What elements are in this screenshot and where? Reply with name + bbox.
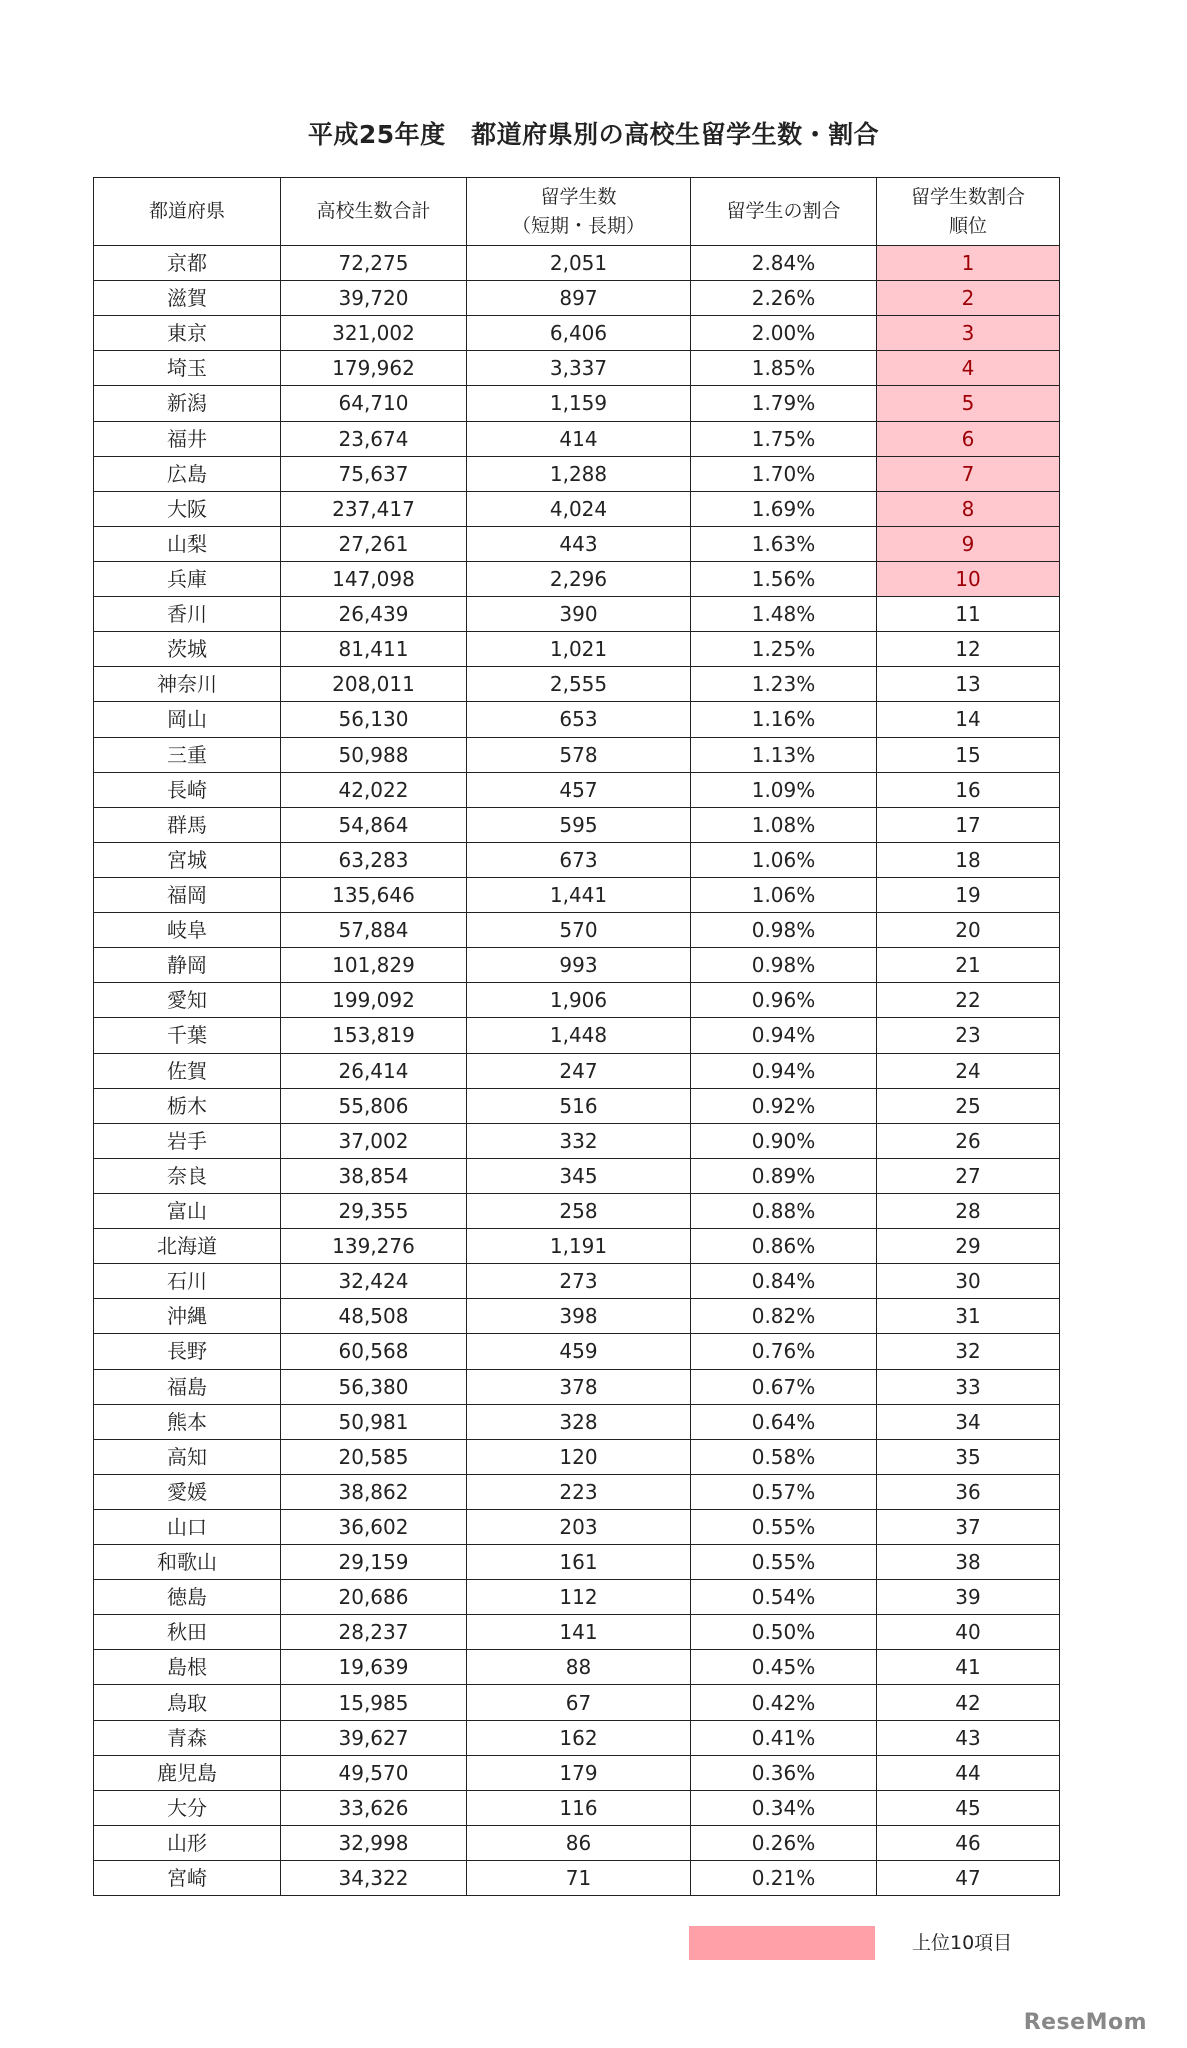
cell-total: 23,674 — [281, 421, 467, 456]
cell-prefecture: 新潟 — [94, 386, 281, 421]
cell-ratio: 0.86% — [691, 1229, 877, 1264]
cell-students: 2,555 — [467, 667, 691, 702]
table-row — [94, 667, 1060, 702]
cell-rank: 31 — [877, 1299, 1060, 1334]
cell-ratio: 1.85% — [691, 351, 877, 386]
header-rank — [877, 178, 1060, 246]
cell-students: 332 — [467, 1123, 691, 1158]
cell-rank: 16 — [877, 772, 1060, 807]
cell-total: 153,819 — [281, 1018, 467, 1053]
cell-prefecture: 福岡 — [94, 877, 281, 912]
cell-students: 120 — [467, 1439, 691, 1474]
cell-prefecture: 鹿児島 — [94, 1755, 281, 1790]
cell-prefecture: 沖縄 — [94, 1299, 281, 1334]
cell-total: 39,720 — [281, 281, 467, 316]
cell-ratio: 0.50% — [691, 1615, 877, 1650]
cell-ratio: 1.06% — [691, 842, 877, 877]
cell-total: 50,981 — [281, 1404, 467, 1439]
table-row — [94, 1018, 1060, 1053]
cell-ratio: 1.63% — [691, 526, 877, 561]
cell-rank: 29 — [877, 1229, 1060, 1264]
cell-total: 29,355 — [281, 1193, 467, 1228]
cell-prefecture: 山口 — [94, 1509, 281, 1544]
cell-prefecture: 茨城 — [94, 632, 281, 667]
table-row — [94, 772, 1060, 807]
cell-ratio: 0.88% — [691, 1193, 877, 1228]
cell-total: 237,417 — [281, 491, 467, 526]
cell-prefecture: 長崎 — [94, 772, 281, 807]
cell-rank: 42 — [877, 1685, 1060, 1720]
cell-prefecture: 岐阜 — [94, 913, 281, 948]
table-row — [94, 913, 1060, 948]
cell-total: 208,011 — [281, 667, 467, 702]
cell-prefecture: 佐賀 — [94, 1053, 281, 1088]
cell-ratio: 0.26% — [691, 1825, 877, 1860]
cell-ratio: 1.48% — [691, 597, 877, 632]
cell-prefecture: 熊本 — [94, 1404, 281, 1439]
cell-ratio: 1.75% — [691, 421, 877, 456]
cell-ratio: 1.06% — [691, 877, 877, 912]
header-students — [467, 178, 691, 246]
cell-total: 27,261 — [281, 526, 467, 561]
table-row — [94, 702, 1060, 737]
table-row — [94, 526, 1060, 561]
cell-rank: 30 — [877, 1264, 1060, 1299]
cell-prefecture: 石川 — [94, 1264, 281, 1299]
cell-students: 653 — [467, 702, 691, 737]
cell-rank: 25 — [877, 1088, 1060, 1123]
table-row — [94, 1509, 1060, 1544]
cell-prefecture: 京都 — [94, 246, 281, 281]
cell-students: 897 — [467, 281, 691, 316]
table-row — [94, 1053, 1060, 1088]
cell-ratio: 2.84% — [691, 246, 877, 281]
cell-ratio: 1.69% — [691, 491, 877, 526]
table-row — [94, 1545, 1060, 1580]
cell-ratio: 0.42% — [691, 1685, 877, 1720]
cell-ratio: 1.13% — [691, 737, 877, 772]
cell-ratio: 0.41% — [691, 1720, 877, 1755]
cell-students: 3,337 — [467, 351, 691, 386]
cell-students: 162 — [467, 1720, 691, 1755]
cell-prefecture: 徳島 — [94, 1580, 281, 1615]
header-total: 高校生数合計 — [281, 178, 467, 246]
cell-prefecture: 北海道 — [94, 1229, 281, 1264]
cell-rank: 33 — [877, 1369, 1060, 1404]
cell-rank: 4 — [877, 351, 1060, 386]
cell-rank: 2 — [877, 281, 1060, 316]
cell-rank: 10 — [877, 561, 1060, 596]
cell-students: 247 — [467, 1053, 691, 1088]
cell-total: 39,627 — [281, 1720, 467, 1755]
legend-swatch — [689, 1926, 875, 1960]
cell-total: 75,637 — [281, 456, 467, 491]
table-row — [94, 1299, 1060, 1334]
cell-students: 203 — [467, 1509, 691, 1544]
cell-total: 101,829 — [281, 948, 467, 983]
cell-prefecture: 千葉 — [94, 1018, 281, 1053]
cell-rank: 5 — [877, 386, 1060, 421]
cell-total: 42,022 — [281, 772, 467, 807]
table-row — [94, 561, 1060, 596]
cell-students: 273 — [467, 1264, 691, 1299]
cell-total: 63,283 — [281, 842, 467, 877]
cell-prefecture: 神奈川 — [94, 667, 281, 702]
table-row — [94, 842, 1060, 877]
cell-prefecture: 東京 — [94, 316, 281, 351]
cell-rank: 23 — [877, 1018, 1060, 1053]
cell-total: 199,092 — [281, 983, 467, 1018]
cell-prefecture: 群馬 — [94, 807, 281, 842]
cell-students: 398 — [467, 1299, 691, 1334]
cell-ratio: 0.67% — [691, 1369, 877, 1404]
cell-rank: 17 — [877, 807, 1060, 842]
cell-ratio: 0.57% — [691, 1474, 877, 1509]
cell-students: 67 — [467, 1685, 691, 1720]
cell-ratio: 0.89% — [691, 1158, 877, 1193]
cell-prefecture: 奈良 — [94, 1158, 281, 1193]
cell-prefecture: 長野 — [94, 1334, 281, 1369]
cell-ratio: 0.55% — [691, 1509, 877, 1544]
cell-ratio: 0.45% — [691, 1650, 877, 1685]
cell-prefecture: 愛知 — [94, 983, 281, 1018]
cell-students: 223 — [467, 1474, 691, 1509]
table-row — [94, 1439, 1060, 1474]
cell-ratio: 0.34% — [691, 1790, 877, 1825]
cell-prefecture: 和歌山 — [94, 1545, 281, 1580]
cell-rank: 13 — [877, 667, 1060, 702]
cell-rank: 35 — [877, 1439, 1060, 1474]
cell-total: 33,626 — [281, 1790, 467, 1825]
cell-students: 179 — [467, 1755, 691, 1790]
cell-prefecture: 香川 — [94, 597, 281, 632]
cell-students: 673 — [467, 842, 691, 877]
cell-prefecture: 大阪 — [94, 491, 281, 526]
cell-students: 4,024 — [467, 491, 691, 526]
cell-students: 86 — [467, 1825, 691, 1860]
cell-total: 26,414 — [281, 1053, 467, 1088]
cell-rank: 24 — [877, 1053, 1060, 1088]
cell-students: 1,288 — [467, 456, 691, 491]
cell-rank: 45 — [877, 1790, 1060, 1825]
cell-total: 55,806 — [281, 1088, 467, 1123]
cell-total: 38,862 — [281, 1474, 467, 1509]
cell-total: 54,864 — [281, 807, 467, 842]
cell-rank: 32 — [877, 1334, 1060, 1369]
page-title: 平成25年度 都道府県別の高校生留学生数・割合 — [307, 120, 880, 149]
cell-rank: 44 — [877, 1755, 1060, 1790]
cell-total: 135,646 — [281, 877, 467, 912]
cell-students: 1,441 — [467, 877, 691, 912]
cell-total: 50,988 — [281, 737, 467, 772]
table-row — [94, 456, 1060, 491]
cell-total: 49,570 — [281, 1755, 467, 1790]
cell-total: 26,439 — [281, 597, 467, 632]
cell-students: 6,406 — [467, 316, 691, 351]
cell-students: 457 — [467, 772, 691, 807]
table-row — [94, 351, 1060, 386]
cell-students: 1,021 — [467, 632, 691, 667]
cell-total: 32,998 — [281, 1825, 467, 1860]
table-header — [94, 178, 1060, 246]
cell-rank: 37 — [877, 1509, 1060, 1544]
cell-total: 179,962 — [281, 351, 467, 386]
table-row — [94, 1615, 1060, 1650]
cell-rank: 41 — [877, 1650, 1060, 1685]
legend-label: 上位10項目 — [912, 1932, 1013, 1954]
table-row — [94, 316, 1060, 351]
cell-prefecture: 山梨 — [94, 526, 281, 561]
cell-rank: 6 — [877, 421, 1060, 456]
cell-rank: 36 — [877, 1474, 1060, 1509]
cell-students: 459 — [467, 1334, 691, 1369]
cell-total: 72,275 — [281, 246, 467, 281]
cell-total: 28,237 — [281, 1615, 467, 1650]
cell-students: 443 — [467, 526, 691, 561]
table-row — [94, 1229, 1060, 1264]
cell-ratio: 0.90% — [691, 1123, 877, 1158]
table-row — [94, 1650, 1060, 1685]
cell-students: 328 — [467, 1404, 691, 1439]
cell-students: 570 — [467, 913, 691, 948]
cell-prefecture: 島根 — [94, 1650, 281, 1685]
cell-prefecture: 宮城 — [94, 842, 281, 877]
cell-total: 48,508 — [281, 1299, 467, 1334]
cell-rank: 20 — [877, 913, 1060, 948]
cell-students: 1,906 — [467, 983, 691, 1018]
cell-ratio: 1.25% — [691, 632, 877, 667]
cell-ratio: 1.09% — [691, 772, 877, 807]
cell-rank: 1 — [877, 246, 1060, 281]
header-rank-line2: 順位 — [948, 214, 987, 237]
cell-rank: 12 — [877, 632, 1060, 667]
cell-ratio: 2.26% — [691, 281, 877, 316]
cell-prefecture: 広島 — [94, 456, 281, 491]
cell-students: 112 — [467, 1580, 691, 1615]
cell-prefecture: 福井 — [94, 421, 281, 456]
cell-rank: 43 — [877, 1720, 1060, 1755]
cell-prefecture: 栃木 — [94, 1088, 281, 1123]
table-row — [94, 421, 1060, 456]
cell-ratio: 0.58% — [691, 1439, 877, 1474]
cell-rank: 22 — [877, 983, 1060, 1018]
cell-rank: 8 — [877, 491, 1060, 526]
cell-rank: 34 — [877, 1404, 1060, 1439]
table-row — [94, 1790, 1060, 1825]
cell-total: 37,002 — [281, 1123, 467, 1158]
cell-total: 147,098 — [281, 561, 467, 596]
cell-ratio: 0.55% — [691, 1545, 877, 1580]
table-row — [94, 737, 1060, 772]
cell-rank: 46 — [877, 1825, 1060, 1860]
cell-students: 88 — [467, 1650, 691, 1685]
cell-ratio: 1.79% — [691, 386, 877, 421]
cell-rank: 26 — [877, 1123, 1060, 1158]
cell-total: 29,159 — [281, 1545, 467, 1580]
cell-prefecture: 愛媛 — [94, 1474, 281, 1509]
cell-total: 20,686 — [281, 1580, 467, 1615]
cell-total: 64,710 — [281, 386, 467, 421]
cell-rank: 11 — [877, 597, 1060, 632]
cell-ratio: 0.36% — [691, 1755, 877, 1790]
table-row — [94, 1123, 1060, 1158]
table-row — [94, 1474, 1060, 1509]
prefecture-table — [93, 177, 1060, 1896]
cell-rank: 28 — [877, 1193, 1060, 1228]
table-row — [94, 1264, 1060, 1299]
header-rank-line1: 留学生数割合 — [910, 185, 1025, 208]
cell-rank: 38 — [877, 1545, 1060, 1580]
cell-total: 56,130 — [281, 702, 467, 737]
cell-prefecture: 三重 — [94, 737, 281, 772]
cell-ratio: 1.23% — [691, 667, 877, 702]
cell-total: 20,585 — [281, 1439, 467, 1474]
table-row — [94, 1369, 1060, 1404]
cell-rank: 27 — [877, 1158, 1060, 1193]
cell-prefecture: 秋田 — [94, 1615, 281, 1650]
table-row — [94, 948, 1060, 983]
cell-total: 321,002 — [281, 316, 467, 351]
cell-prefecture: 岩手 — [94, 1123, 281, 1158]
cell-prefecture: 鳥取 — [94, 1685, 281, 1720]
table-row — [94, 1580, 1060, 1615]
resemom-logo: ReseMom — [1023, 2010, 1147, 2035]
cell-prefecture: 高知 — [94, 1439, 281, 1474]
cell-ratio: 0.94% — [691, 1053, 877, 1088]
cell-prefecture: 静岡 — [94, 948, 281, 983]
cell-students: 378 — [467, 1369, 691, 1404]
table-row — [94, 1685, 1060, 1720]
cell-prefecture: 兵庫 — [94, 561, 281, 596]
header-students-line2: （短期・長期） — [511, 214, 645, 237]
cell-ratio: 0.96% — [691, 983, 877, 1018]
cell-rank: 18 — [877, 842, 1060, 877]
table-row — [94, 1193, 1060, 1228]
cell-students: 390 — [467, 597, 691, 632]
cell-prefecture: 青森 — [94, 1720, 281, 1755]
cell-total: 81,411 — [281, 632, 467, 667]
table-row — [94, 1861, 1060, 1896]
cell-total: 38,854 — [281, 1158, 467, 1193]
cell-ratio: 0.76% — [691, 1334, 877, 1369]
cell-students: 2,296 — [467, 561, 691, 596]
table-row — [94, 1334, 1060, 1369]
cell-students: 1,448 — [467, 1018, 691, 1053]
cell-total: 60,568 — [281, 1334, 467, 1369]
cell-rank: 7 — [877, 456, 1060, 491]
cell-ratio: 0.94% — [691, 1018, 877, 1053]
cell-prefecture: 宮崎 — [94, 1861, 281, 1896]
cell-prefecture: 岡山 — [94, 702, 281, 737]
cell-students: 116 — [467, 1790, 691, 1825]
table-row — [94, 1720, 1060, 1755]
cell-students: 993 — [467, 948, 691, 983]
header-row — [94, 178, 1060, 246]
cell-total: 34,322 — [281, 1861, 467, 1896]
cell-rank: 40 — [877, 1615, 1060, 1650]
cell-total: 56,380 — [281, 1369, 467, 1404]
cell-ratio: 1.70% — [691, 456, 877, 491]
table-row — [94, 1755, 1060, 1790]
table-row — [94, 597, 1060, 632]
cell-ratio: 2.00% — [691, 316, 877, 351]
cell-ratio: 0.92% — [691, 1088, 877, 1123]
cell-ratio: 0.21% — [691, 1861, 877, 1896]
table-row — [94, 281, 1060, 316]
cell-ratio: 0.84% — [691, 1264, 877, 1299]
cell-ratio: 0.54% — [691, 1580, 877, 1615]
cell-prefecture: 大分 — [94, 1790, 281, 1825]
table-row — [94, 246, 1060, 281]
cell-ratio: 1.16% — [691, 702, 877, 737]
cell-rank: 19 — [877, 877, 1060, 912]
cell-students: 516 — [467, 1088, 691, 1123]
table-body — [94, 246, 1060, 1896]
cell-prefecture: 福島 — [94, 1369, 281, 1404]
cell-students: 258 — [467, 1193, 691, 1228]
table-row — [94, 807, 1060, 842]
cell-students: 141 — [467, 1615, 691, 1650]
table-row — [94, 983, 1060, 1018]
cell-rank: 14 — [877, 702, 1060, 737]
table-row — [94, 1404, 1060, 1439]
cell-students: 2,051 — [467, 246, 691, 281]
cell-total: 57,884 — [281, 913, 467, 948]
cell-prefecture: 埼玉 — [94, 351, 281, 386]
cell-rank: 9 — [877, 526, 1060, 561]
cell-rank: 15 — [877, 737, 1060, 772]
table-row — [94, 1825, 1060, 1860]
cell-students: 1,159 — [467, 386, 691, 421]
cell-ratio: 0.82% — [691, 1299, 877, 1334]
table-row — [94, 491, 1060, 526]
table-row — [94, 877, 1060, 912]
cell-students: 1,191 — [467, 1229, 691, 1264]
cell-ratio: 1.08% — [691, 807, 877, 842]
cell-prefecture: 滋賀 — [94, 281, 281, 316]
cell-total: 32,424 — [281, 1264, 467, 1299]
cell-rank: 3 — [877, 316, 1060, 351]
cell-ratio: 0.98% — [691, 948, 877, 983]
table-row — [94, 1088, 1060, 1123]
table-row — [94, 632, 1060, 667]
cell-prefecture: 山形 — [94, 1825, 281, 1860]
cell-ratio: 0.98% — [691, 913, 877, 948]
cell-students: 414 — [467, 421, 691, 456]
table-row — [94, 1158, 1060, 1193]
cell-total: 15,985 — [281, 1685, 467, 1720]
cell-students: 71 — [467, 1861, 691, 1896]
header-ratio: 留学生の割合 — [691, 178, 877, 246]
cell-students: 578 — [467, 737, 691, 772]
cell-rank: 21 — [877, 948, 1060, 983]
cell-total: 19,639 — [281, 1650, 467, 1685]
cell-rank: 39 — [877, 1580, 1060, 1615]
cell-ratio: 1.56% — [691, 561, 877, 596]
header-prefecture: 都道府県 — [94, 178, 281, 246]
table-row — [94, 386, 1060, 421]
cell-prefecture: 富山 — [94, 1193, 281, 1228]
cell-students: 345 — [467, 1158, 691, 1193]
cell-rank: 47 — [877, 1861, 1060, 1896]
cell-ratio: 0.64% — [691, 1404, 877, 1439]
cell-total: 139,276 — [281, 1229, 467, 1264]
header-students-line1: 留学生数 — [540, 185, 617, 208]
cell-total: 36,602 — [281, 1509, 467, 1544]
cell-students: 161 — [467, 1545, 691, 1580]
cell-students: 595 — [467, 807, 691, 842]
